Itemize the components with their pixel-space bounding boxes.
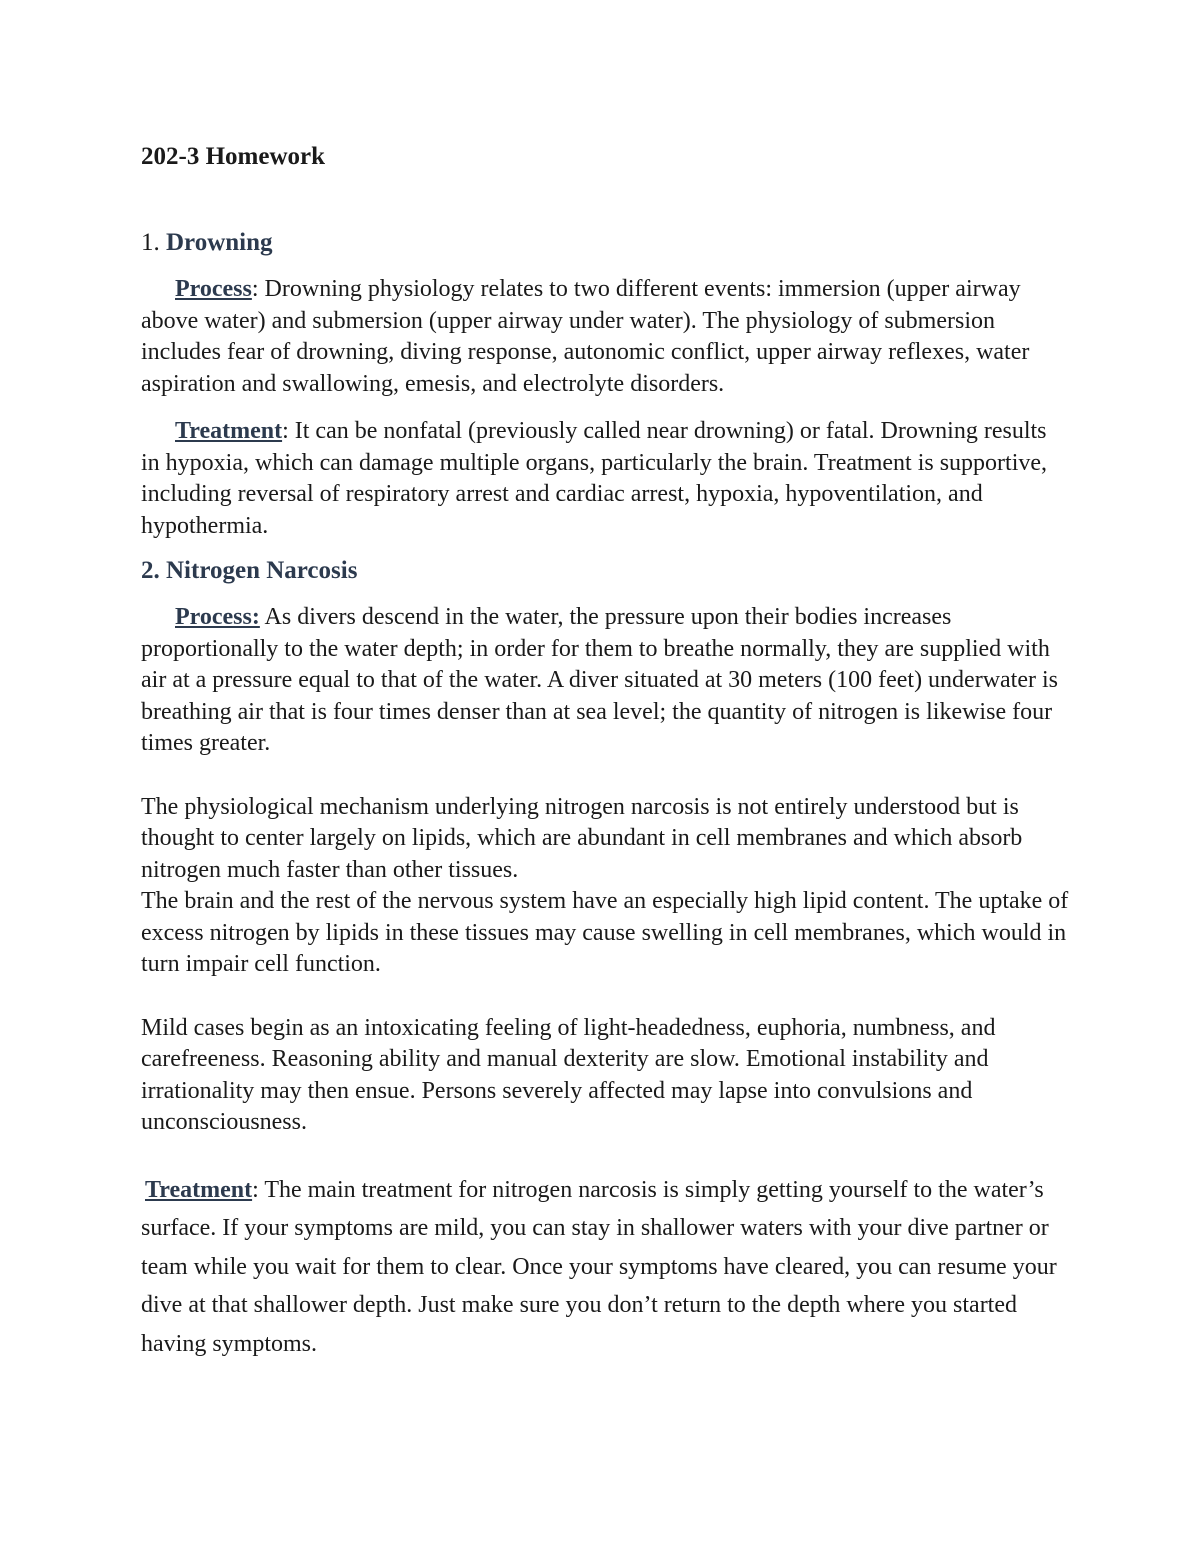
treatment-label: Treatment: [145, 1176, 253, 1203]
process-label: Process:: [175, 604, 260, 630]
treatment-sep: :: [252, 1176, 259, 1203]
treatment-label: Treatment: [175, 418, 283, 444]
narcosis-process-paragraph: [141, 602, 1071, 760]
narcosis-mechanism-paragraph-2: The brain and the rest of the nervous system have an especially high lipid content. The uptake of excess nitrogen by lipids in these tissues may cause swelling in cell membranes, which would in turn impair cell function.: [141, 888, 1069, 977]
treatment-text: It can be nonfatal (previously called near drowning) or fatal. Drowning results in hypoxia, which can damage multiple organs, particularly the brain. Treatment is supportive, including reversal of respiratory arrest and cardiac arrest, hypoxia, hypoventilation, and hypothermia.: [141, 418, 1048, 539]
section-heading-nitrogen-narcosis: [141, 554, 1071, 588]
process-label: Process: [175, 276, 252, 302]
drowning-process-paragraph: [141, 274, 1071, 400]
treatment-sep: :: [282, 418, 289, 444]
document-title: 202-3 Homework: [141, 143, 325, 170]
treatment-text: The main treatment for nitrogen narcosis is simply getting yourself to the water’s surface. If your symptoms are mild, you can stay in shallower waters with your dive partner or team while you wait for them to clear. Once your symptoms have cleared, you can resume your dive at that shallower depth. Just make sure you don’t return to the depth where you started having symptoms.: [141, 1176, 1057, 1357]
narcosis-mechanism-paragraph: The physiological mechanism underlying nitrogen narcosis is not entirely understood but is thought to center largely on lipids, which are abundant in cell membranes and which absorb nitrogen much faster than other tissues.: [141, 793, 1023, 883]
section-heading-drowning: [141, 226, 1071, 260]
section-number: 1.: [141, 229, 160, 256]
process-text: As divers descend in the water, the pressure upon their bodies increases proportionally to the water depth; in order for them to breathe normally, they are supplied with air at a pressure equal to that of the water. A diver situated at 30 meters (100 feet) underwater is breathing air that is four times denser than at sea level; the quantity of nitrogen is likewise four times greater.: [141, 604, 1059, 756]
document-page: [141, 140, 1071, 1363]
drowning-treatment-paragraph: [141, 416, 1071, 542]
narcosis-treatment-paragraph: [141, 1171, 1071, 1364]
process-text: Drowning physiology relates to two different events: immersion (upper airway above water) and submersion (upper airway under water). The physiology of submersion includes fear of drowning, diving response, autonomic conflict, upper airway reflexes, water aspiration and swallowing, emesis, and electrolyte disorders.: [141, 276, 1030, 397]
section-title: Nitrogen Narcosis: [166, 557, 358, 584]
section-title: Drowning: [166, 229, 273, 256]
process-sep: :: [251, 276, 259, 302]
section-number: 2.: [141, 557, 160, 584]
narcosis-symptoms-paragraph: Mild cases begin as an intoxicating feeling of light-headedness, euphoria, numbness, and carefreeness. Reasoning ability and manual dexterity are slow. Emotional instability and irrationality may then ensue. Persons severely affected may lapse into convulsions and unconsciousness.: [141, 1014, 996, 1135]
